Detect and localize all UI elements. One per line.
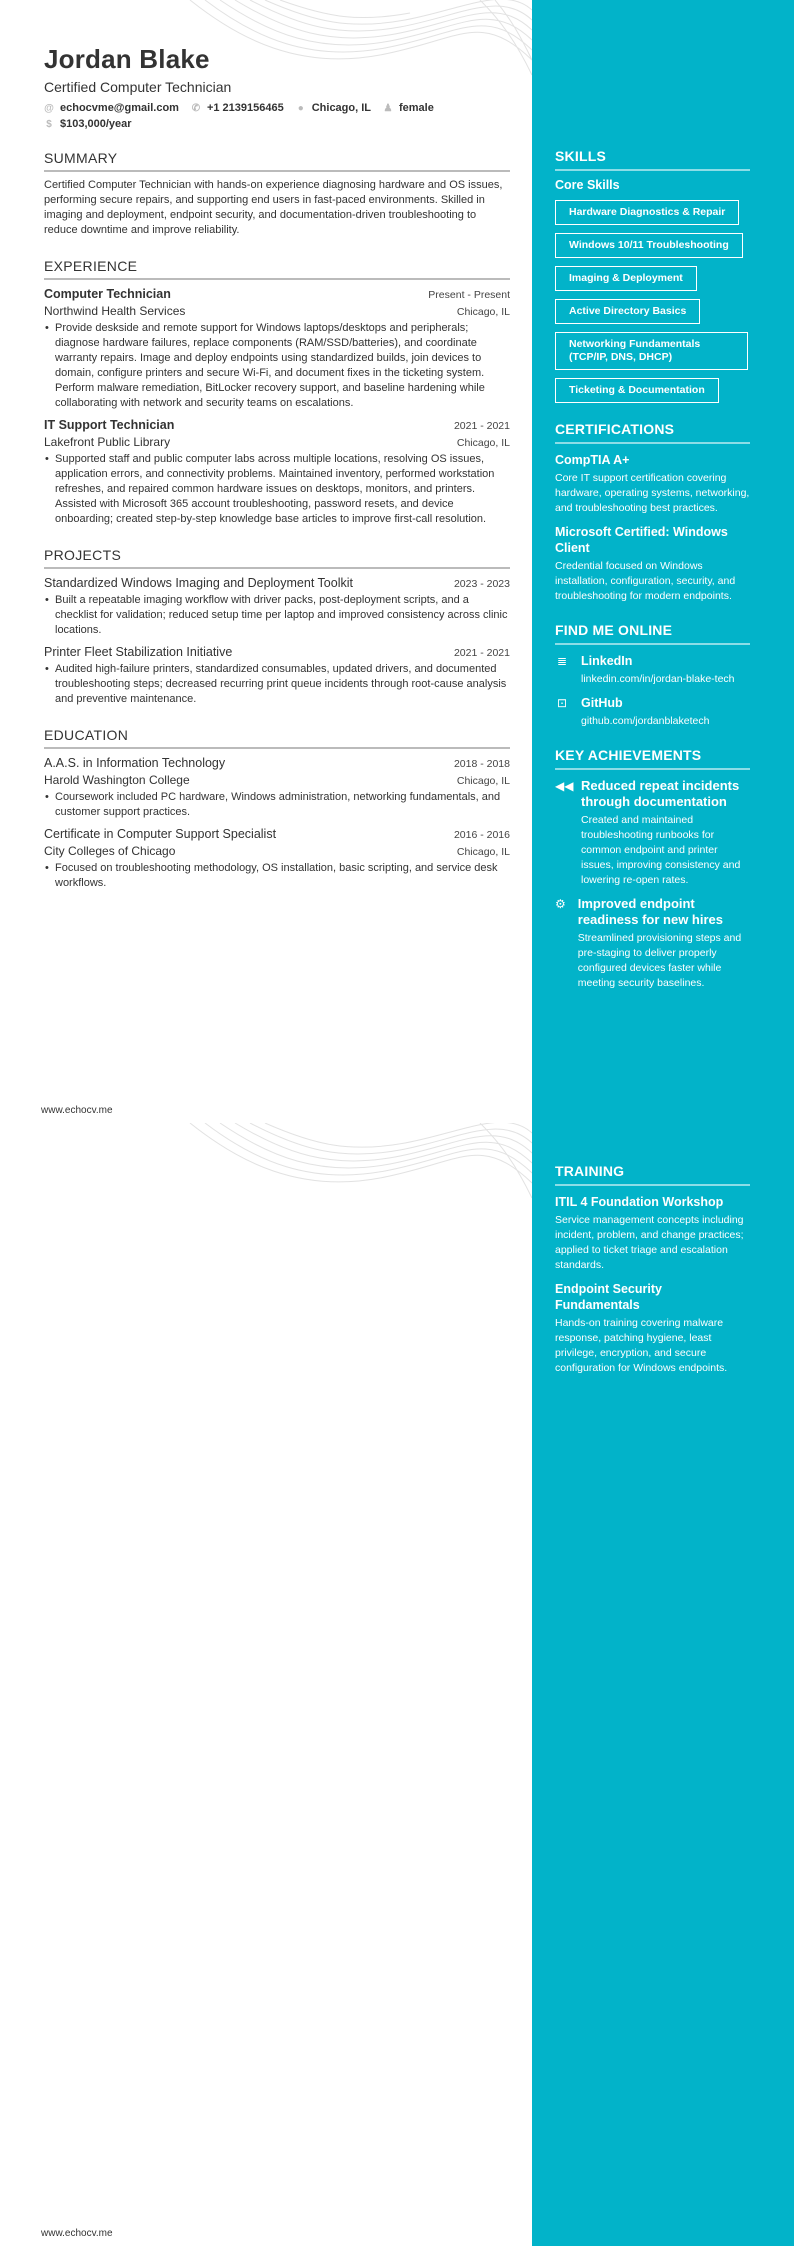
- certification-title: CompTIA A+: [555, 453, 630, 467]
- online-url[interactable]: github.com/jordanblaketech: [581, 715, 710, 727]
- contact-salary: [44, 118, 510, 130]
- skill-chip: Active Directory Basics: [555, 299, 700, 324]
- training-title: ITIL 4 Foundation Workshop: [555, 1195, 724, 1209]
- footer-site[interactable]: www.echocv.me: [41, 2228, 113, 2239]
- section-heading: FIND ME ONLINE: [555, 622, 750, 645]
- company: Lakefront Public Library: [44, 435, 171, 449]
- school-location: Chicago, IL: [456, 775, 510, 787]
- salary-icon: $: [46, 118, 52, 130]
- job-title: IT Support Technician: [44, 418, 175, 432]
- school: Harold Washington College: [44, 773, 190, 787]
- skill-group: Core Skills: [555, 178, 620, 192]
- online-item-linkedin[interactable]: [555, 653, 750, 687]
- contact-phone-text: +1 2139156465: [206, 102, 284, 114]
- job-bullet: • Supported staff and public computer labs across multiple locations, resolving OS issues, application errors, and connectivity problems. Maintained inventory, performed workstation refreshes, and repaired common hardware issues on desktops, monitors, and printers. Assisted with Microsoft 365 account troubleshooting, password resets, and device onboarding; created step-by-step knowledge base articles to improve first-call resolution.: [44, 452, 510, 527]
- education-dates: 2018 - 2018: [453, 758, 510, 770]
- skill-chip: Ticketing & Documentation: [555, 378, 719, 403]
- github-icon: ⊡: [556, 696, 568, 710]
- achievement-item: [555, 778, 750, 888]
- job-dates: Present - Present: [428, 289, 510, 301]
- candidate-name: Jordan Blake: [44, 44, 210, 74]
- online-label: GitHub: [581, 696, 623, 710]
- training-text: Hands-on training covering malware response, patching hygiene, least privilege, encryption, and secure configuration for Windows endpoints.: [555, 1317, 728, 1374]
- certification-text: Credential focused on Windows installation, configuration, security, and troubleshooting for modern endpoints.: [555, 560, 736, 602]
- summary-text: Certified Computer Technician with hands-on experience diagnosing hardware and OS issues, performing secure repairs, and supporting end users in fast-paced environments. Skilled in imaging and deployment, endpoint security, and documentation-driven troubleshooting to reduce downtime and improve reliability.: [44, 179, 503, 236]
- training-section: [555, 1163, 750, 1376]
- candidate-title: Certified Computer Technician: [44, 79, 232, 95]
- certifications-section: [555, 421, 750, 604]
- experience-item: [44, 418, 510, 527]
- school-location: Chicago, IL: [456, 846, 510, 858]
- certification-title: Microsoft Certified: Windows Client: [555, 525, 728, 555]
- online-item-github[interactable]: [555, 695, 750, 729]
- contact-email-text: echocvme@gmail.com: [60, 102, 179, 114]
- education-dates: 2016 - 2016: [453, 829, 510, 841]
- education-bullet: • Focused on troubleshooting methodology, OS installation, basic scripting, and service desk workflows.: [44, 861, 510, 891]
- training-title: Endpoint Security Fundamentals: [555, 1282, 662, 1312]
- experience-item: [44, 287, 510, 411]
- project-title: Printer Fleet Stabilization Initiative: [44, 645, 233, 659]
- sidebar: [555, 148, 750, 1009]
- project-dates: 2023 - 2023: [453, 578, 510, 590]
- education-bullet: • Coursework included PC hardware, Windows administration, networking fundamentals, and customer support practices.: [44, 790, 510, 820]
- skill-chip: Imaging & Deployment: [555, 266, 697, 291]
- resume-page-2: [0, 1123, 794, 2246]
- contact-gender-text: female: [399, 102, 434, 114]
- section-heading: SKILLS: [555, 148, 750, 171]
- section-heading: CERTIFICATIONS: [555, 421, 750, 444]
- education-section: [44, 727, 510, 891]
- job-bullet: • Provide deskside and remote support for Windows laptops/desktops and peripherals; diagnose hardware failures, replace components (RAM/SSD/batteries), and coordinate warranty repairs. Image and deploy endpoints using standardized builds, join devices to domain, configure printers and secure Wi-Fi, and document fixes in the ticketing system. Perform malware remediation, BitLocker recovery support, and baseline hardening while collaborating with network and security teams on escalations.: [44, 321, 510, 411]
- certification-text: Core IT support certification covering hardware, operating systems, networking, and troubleshooting best practices.: [555, 472, 750, 514]
- email-icon: @: [44, 102, 54, 114]
- linkedin-icon: ≣: [556, 654, 568, 668]
- skill-chip: Windows 10/11 Troubleshooting: [555, 233, 743, 258]
- section-heading: TRAINING: [555, 1163, 750, 1186]
- main-column: [44, 44, 510, 891]
- experience-section: [44, 258, 510, 527]
- company: Northwind Health Services: [44, 304, 186, 318]
- achievement-text: Streamlined provisioning steps and pre-staging to deliver properly configured devices faster while meeting security baselines.: [577, 932, 742, 989]
- summary-section: [44, 150, 510, 238]
- phone-icon: ✆: [191, 102, 201, 114]
- skill-chip: Networking Fundamentals (TCP/IP, DNS, DHCP): [555, 332, 748, 370]
- education-item: [44, 756, 510, 820]
- job-location: Chicago, IL: [456, 306, 510, 318]
- contact-gender: [383, 102, 434, 114]
- section-heading: EXPERIENCE: [44, 258, 510, 280]
- section-heading: SUMMARY: [44, 150, 510, 172]
- online-section: [555, 622, 750, 729]
- rewind-icon: ◀◀: [555, 779, 574, 793]
- contact-location: [296, 102, 371, 114]
- location-icon: ●: [297, 102, 304, 114]
- footer-site[interactable]: www.echocv.me: [41, 1105, 113, 1116]
- training-text: Service management concepts including incident, problem, and change practices; applied to ticket triage and escalation standards.: [555, 1214, 744, 1271]
- contact-email[interactable]: [44, 102, 179, 114]
- project-dates: 2021 - 2021: [453, 647, 510, 659]
- achievement-title: Improved endpoint readiness for new hires: [577, 896, 723, 927]
- education-item: [44, 827, 510, 891]
- person-icon: ♟: [383, 102, 393, 114]
- project-bullet: • Audited high-failure printers, standardized consumables, updated drivers, and documented troubleshooting steps; decreased recurring print queue incidents through root-cause analysis and preventive maintenance.: [44, 662, 510, 707]
- job-title: Computer Technician: [44, 287, 171, 301]
- project-bullet: • Built a repeatable imaging workflow with driver packs, post-deployment scripts, and a checklist for validation; reduced setup time per laptop and improved consistency across clinic locations.: [44, 593, 510, 638]
- contact-location-text: Chicago, IL: [311, 102, 371, 114]
- gear-icon: ⚙: [555, 897, 566, 911]
- online-label: LinkedIn: [581, 654, 633, 668]
- project-item: [44, 645, 510, 707]
- section-heading: KEY ACHIEVEMENTS: [555, 747, 750, 770]
- achievement-text: Created and maintained troubleshooting runbooks for common endpoint and printer issues, improving consistency and lowering re-open rates.: [581, 814, 741, 886]
- sidebar: [555, 1163, 750, 1394]
- achievement-title: Reduced repeat incidents through documentation: [581, 778, 740, 809]
- section-heading: PROJECTS: [44, 547, 510, 569]
- achievement-item: [555, 896, 750, 991]
- skill-chip: Hardware Diagnostics & Repair: [555, 200, 739, 225]
- online-url[interactable]: linkedin.com/in/jordan-blake-tech: [581, 673, 735, 685]
- projects-section: [44, 547, 510, 707]
- achievements-section: [555, 747, 750, 991]
- contact-list: [44, 102, 510, 130]
- contact-phone[interactable]: [191, 102, 284, 114]
- school: City Colleges of Chicago: [44, 844, 176, 858]
- degree: A.A.S. in Information Technology: [44, 756, 226, 770]
- skills-section: [555, 148, 750, 403]
- job-location: Chicago, IL: [456, 437, 510, 449]
- job-dates: 2021 - 2021: [453, 420, 510, 432]
- project-title: Standardized Windows Imaging and Deployment Toolkit: [44, 576, 353, 590]
- contact-salary-text: $103,000/year: [60, 118, 132, 130]
- wave-decoration: [180, 1123, 532, 1203]
- project-item: [44, 576, 510, 638]
- section-heading: EDUCATION: [44, 727, 510, 749]
- degree: Certificate in Computer Support Specialist: [44, 827, 277, 841]
